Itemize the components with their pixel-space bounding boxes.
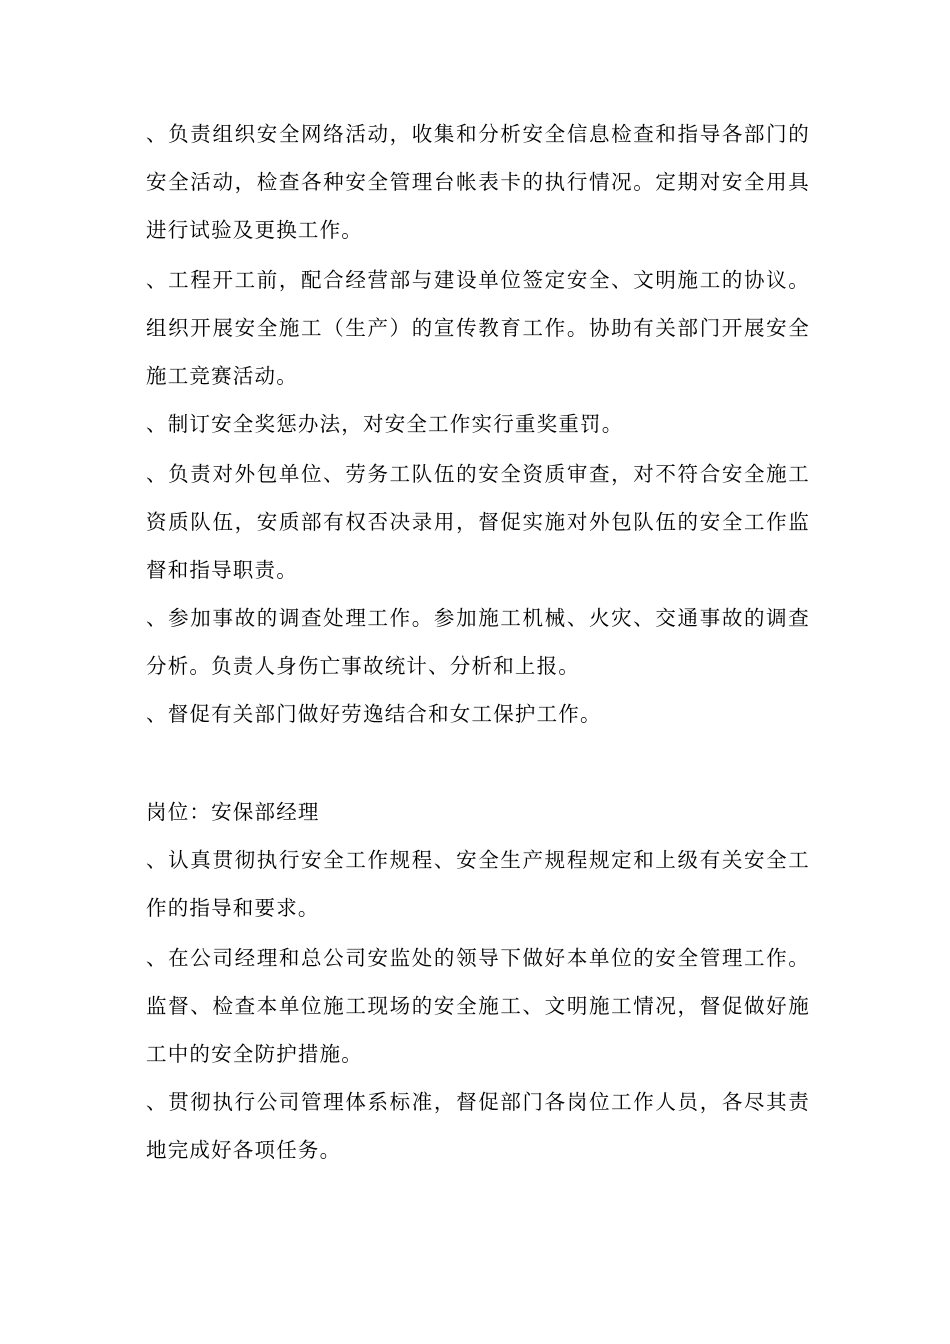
paragraph-manager-duty-2: 、在公司经理和总公司安监处的领导下做好本单位的安全管理工作。监督、检查本单位施工现场的安全施工、文明施工情况，督促做好施工中的安全防护措施。 (146, 946, 810, 1066)
paragraph-duty-3: 、制订安全奖惩办法，对安全工作实行重奖重罚。 (146, 412, 624, 436)
paragraph-manager-duty-1: 、认真贯彻执行安全工作规程、安全生产规程规定和上级有关安全工作的指导和要求。 (146, 848, 810, 920)
paragraph-duty-5: 、参加事故的调查处理工作。参加施工机械、火灾、交通事故的调查分析。负责人身伤亡事故统计、分析和上报。 (146, 606, 810, 678)
paragraph-duty-1: 、负责组织安全网络活动，收集和分析安全信息检查和指导各部门的安全活动，检查各种安全管理台帐表卡的执行情况。定期对安全用具进行试验及更换工作。 (146, 122, 810, 242)
paragraph-duty-2: 、工程开工前，配合经营部与建设单位签定安全、文明施工的协议。组织开展安全施工（生产）的宣传教育工作。协助有关部门开展安全施工竞赛活动。 (146, 268, 810, 388)
paragraph-duty-6: 、督促有关部门做好劳逸结合和女工保护工作。 (146, 702, 602, 726)
paragraph-manager-duty-3: 、贯彻执行公司管理体系标准，督促部门各岗位工作人员，各尽其责地完成好各项任务。 (146, 1090, 810, 1162)
paragraph-duty-4: 、负责对外包单位、劳务工队伍的安全资质审查，对不符合安全施工资质队伍，安质部有权否决录用，督促实施对外包队伍的安全工作监督和指导职责。 (146, 462, 810, 582)
position-heading: 岗位：安保部经理 (146, 800, 320, 824)
